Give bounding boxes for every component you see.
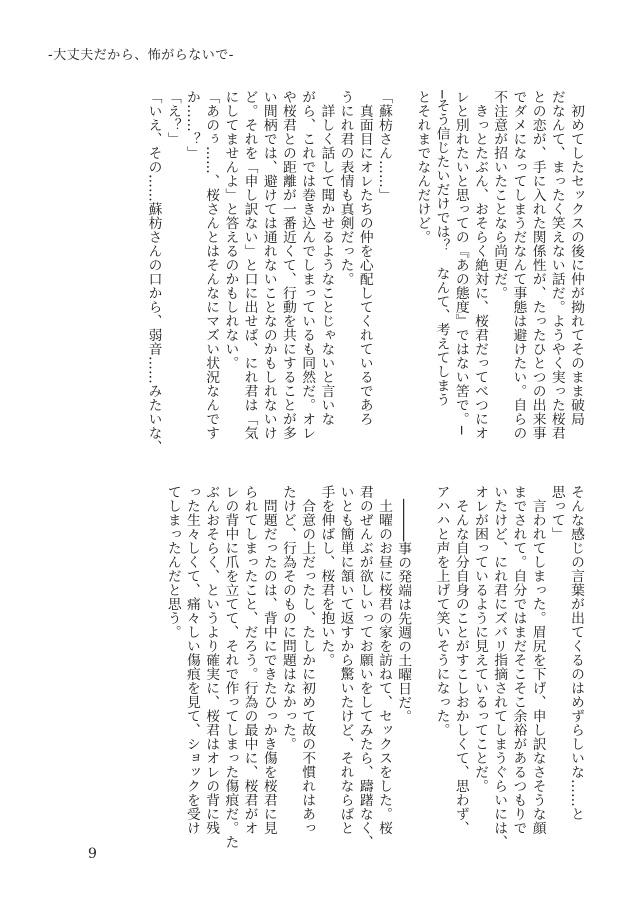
top-text-line: 「いえ、その……蘇枋さんの口から、弱音……みたいな、 [145, 90, 162, 454]
top-text-line: ─そう信じたいだけでは？ なんて、考えてしまう [433, 90, 450, 407]
bottom-text-line: 思って」 [548, 485, 565, 541]
bottom-text-line: 合意の上だったし、たしかに初めて故の不慣れはあっ [299, 485, 316, 835]
text-block-bottom [85, 485, 585, 857]
bottom-text-line: そんな感じの言葉が出てくるのはめずらしいな……と [568, 485, 584, 821]
top-text-line: 真面目にオレたちの仲を心配してくれているであろ [356, 90, 373, 426]
top-text-line: 不注意が招いたことなら尚更だ。 [491, 90, 508, 300]
top-text-line: にしてませんよ」と答えるのかもしれない。 [222, 90, 239, 370]
top-text-line: とそれまでなんだけど。 [414, 90, 431, 244]
bottom-text-line: 問題だったのは、背中にできたひっかき傷を桜君に見 [260, 485, 277, 835]
top-text-line: ど。それを「申し訳ない」と口に出せば、にれ君は「気 [241, 90, 258, 440]
top-text-line: きっとたぶん、おそらく絶対に、桜君だってべつにオ [471, 90, 488, 440]
top-text-line: い間柄では、避けては通れないことなのかもしれないけ [260, 90, 277, 440]
bottom-text-line: オレが困っているように見えているってことだ。 [471, 485, 488, 793]
top-text-line: 「蘇枋さん……」 [375, 90, 392, 202]
bottom-text-line: られてしまったこと、だろう。行為の最中に、桜君がオ [241, 485, 258, 835]
bottom-text-line: ぶんおそらく、というより確実に、桜君はオレの背に残 [203, 485, 220, 835]
bottom-text-line: いとも簡単に頷いて返すから驚いたけど、それならばと [337, 485, 354, 835]
page-number: 9 [88, 846, 97, 862]
bottom-text-line [412, 485, 431, 857]
top-text-line: うにれ君の表情も真剣だった。 [337, 90, 354, 286]
bottom-text-line: 言われてしまった。眉尻を下げ、申し訳なさそうな顔 [529, 485, 546, 835]
top-text-line: でダメになってしまうだなんて事態は避けたい。自らの [510, 90, 527, 440]
bottom-text-line: までされて。自分ではまだそこそこ余裕があるつもりで [510, 485, 527, 835]
bottom-text-line: 手を伸ばし、桜君を抱いた。 [318, 485, 335, 667]
top-text-line: や桜君との距離が一番近くて、行動を共にすることが多 [279, 90, 296, 440]
top-text-line: 「え？」 [164, 90, 181, 146]
text-block-top [85, 90, 585, 462]
bottom-text-line: いたけど、にれ君にズバリ指摘されてしまうぐらいには、 [491, 485, 508, 849]
running-header: -大丈夫だから、怖がらないで- [48, 48, 234, 63]
bottom-text-line: そんな自分自身のことがすこしおかしくて、思わず、 [452, 485, 469, 835]
bottom-text-line: 君のぜんぶが欲しいってお願いをしてみたら、躊躇なく、 [356, 485, 373, 849]
top-text-line [393, 90, 412, 462]
bottom-text-line: った生々しくて、痛々しい傷痕を見て、ショックを受け [183, 485, 200, 835]
bottom-text-line: たけど、行為そのものに問題はなかった。 [279, 485, 296, 751]
bottom-text-line: レの背中に爪を立てて、それで作ってしまった傷痕だ。た [222, 485, 239, 849]
bottom-text-line: ─────事の発端は先週の土曜日だ。 [395, 485, 412, 724]
top-text-line: 初めてしたセックスの後に仲が拗れてそのまま破局 [568, 90, 584, 426]
top-text-line: 詳しく話して聞かせるようなことじゃないと言いな [318, 90, 335, 426]
top-text-line: 「あのぅ……、桜さんとはそんなにマズい状況なんです [203, 90, 220, 440]
top-text-line: か……？」 [183, 90, 200, 160]
bottom-text-line: 土曜のお昼に桜君の家を訪ねて、セックスをした。桜 [375, 485, 392, 835]
top-text-line: との恋が、手に入れた関係性が、たったひとつの出来事 [529, 90, 546, 440]
top-text-line: だなんて、まったく笑えない話だ。ようやく実った桜君 [548, 90, 565, 440]
bottom-text-line: アハハと声を上げて笑いそうになった。 [433, 485, 450, 737]
top-text-line: レと別れたいと思っての『あの態度』ではない筈で。─ [452, 90, 469, 435]
top-text-line: がら、これでは巻き込んでしまっているも同然だ。オレ [299, 90, 316, 440]
bottom-text-line: てしまったんだと思う。 [164, 485, 181, 639]
